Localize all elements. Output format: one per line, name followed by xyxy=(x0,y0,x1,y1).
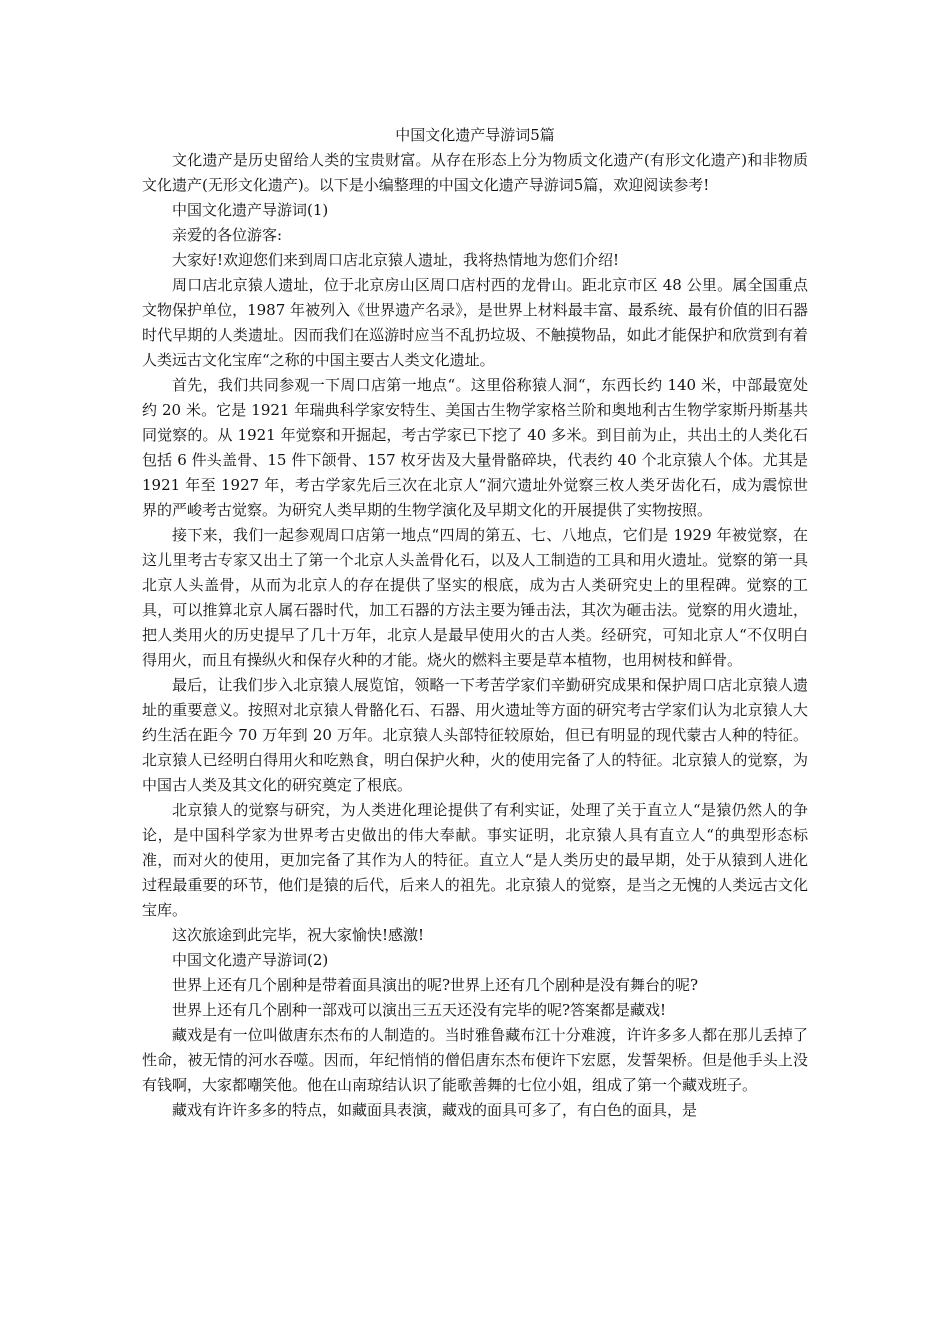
paragraph: 世界上还有几个剧种一部戏可以演出三五天还没有完毕的呢?答案都是藏戏! xyxy=(172,1001,667,1019)
paragraph: 世界上还有几个剧种是带着面具演出的呢?世界上还有几个剧种是没有舞台的呢? xyxy=(172,976,699,994)
paragraph: 北京猿人的觉察与研究，为人类进化理论提供了有利实证，处理了关于直立人“是猿仍然人的争论，是中国科学家为世界考古史做出的伟大奉献。事实证明，北京猿人具有直立人“的典型形态标准，而对火的使用，更加完备了其作为人的特征。直立人“是人类历史的最早期，处于从猿到人进化过程最重要的环节，他们是猿的后代，后来人的祖先。北京猿人的觉察，是当之无愧的人类远古文化宝库。 xyxy=(142,801,808,919)
paragraph: 接下来，我们一起参观周口店第一地点“四周的第五、七、八地点，它们是 1929 年被觉察，在这儿里考古专家又出土了第一个北京人头盖骨化石，以及人工制造的工具和用火遗址。觉察的第一具北京人头盖骨，从而为北京人的存在提供了坚实的根底，成为古人类研究史上的里程碑。觉察的工具，可以推算北京人属石器时代，加工石器的方法主要为锤击法，其次为砸击法。觉察的用火遗址，把人类用火的历史提早了几十万年，北京人是最早使用火的古人类。经研究，可知北京人“不仅明白得用火，而且有操纵火和保存火种的才能。烧火的燃料主要是草本植物，也用树枝和鲜骨。 xyxy=(142,526,808,669)
paragraph: 藏戏是有一位叫做唐东杰布的人制造的。当时雅鲁藏布江十分难渡，许许多多人都在那儿丢掉了性命，被无情的河水吞噬。因而，年纪悄悄的僧侣唐东杰布便许下宏愿，发誓架桥。但是他手头上没有钱啊，大家都嘲笑他。他在山南琼结认识了能歌善舞的七位小姐，组成了第一个藏戏班子。 xyxy=(142,1026,808,1094)
paragraph: 藏戏有许许多多的特点，如藏面具表演，藏戏的面具可多了，有白色的面具，是 xyxy=(172,1101,698,1119)
paragraph: 这次旅途到此完毕，祝大家愉快!感激! xyxy=(172,926,425,944)
paragraph: 周口店北京猿人遗址，位于北京房山区周口店村西的龙骨山。距北京市区 48 公里。属全国重点文物保护单位，1987 年被列入《世界遗产名录》，是世界上材料最丰富、最系统、最有价值的旧石器时代早期的人类遗址。因而我们在巡游时应当不乱扔垃圾、不触摸物品，如此才能保护和欣赏到有着人类远古文化宝库“之称的中国主要古人类文化遗址。 xyxy=(142,276,808,369)
paragraph: 首先，我们共同参观一下周口店第一地点“。这里俗称猿人洞“，东西长约 140 米，中部最宽处约 20 米。它是 1921 年瑞典科学家安特生、美国古生物学家格兰阶和奥地利古生物学家斯丹斯基共同觉察的。从 1921 年觉察和开掘起，考古学家已下挖了 40 多米。到目前为止，共出土的人类化石包括 6 件头盖骨、15 件下颌骨、157 枚牙齿及大量骨骼碎块，代表约 40 个北京猿人个体。尤其是 1921 年至 1927 年，考古学家先后三次在北京人“洞穴遗址外觉察三枚人类牙齿化石，成为震惊世界的严峻考古觉察。为研究人类早期的生物学演化及早期文化的开展提供了实物按照。 xyxy=(142,376,808,519)
paragraph: 亲爱的各位游客: xyxy=(172,226,283,244)
document-title: 中国文化遗产导游词5篇 xyxy=(395,126,555,144)
paragraph: 最后，让我们步入北京猿人展览馆，领略一下考苦学家们辛勤研究成果和保护周口店北京猿人遗址的重要意义。按照对北京猿人骨骼化石、石器、用火遗址等方面的研究考古学家们认为北京猿人大约生活在距今 70 万年到 20 万年。北京猿人头部特征较原始，但已有明显的现代蒙古人种的特征。北京猿人已经明白得用火和吃熟食，明白保护火种，火的使用完备了人的特征。北京猿人的觉察，为中国古人类及其文化的研究奠定了根底。 xyxy=(142,676,808,794)
document-body xyxy=(142,148,808,1123)
section-heading: 中国文化遗产导游词(1) xyxy=(172,201,329,219)
section-heading: 中国文化遗产导游词(2) xyxy=(172,951,329,969)
paragraph: 文化遗产是历史留给人类的宝贵财富。从存在形态上分为物质文化遗产(有形文化遗产)和非物质文化遗产(无形文化遗产)。以下是小编整理的中国文化遗产导游词5篇，欢迎阅读参考! xyxy=(142,151,808,194)
paragraph: 大家好!欢迎您们来到周口店北京猿人遗址，我将热情地为您们介绍! xyxy=(172,251,620,269)
